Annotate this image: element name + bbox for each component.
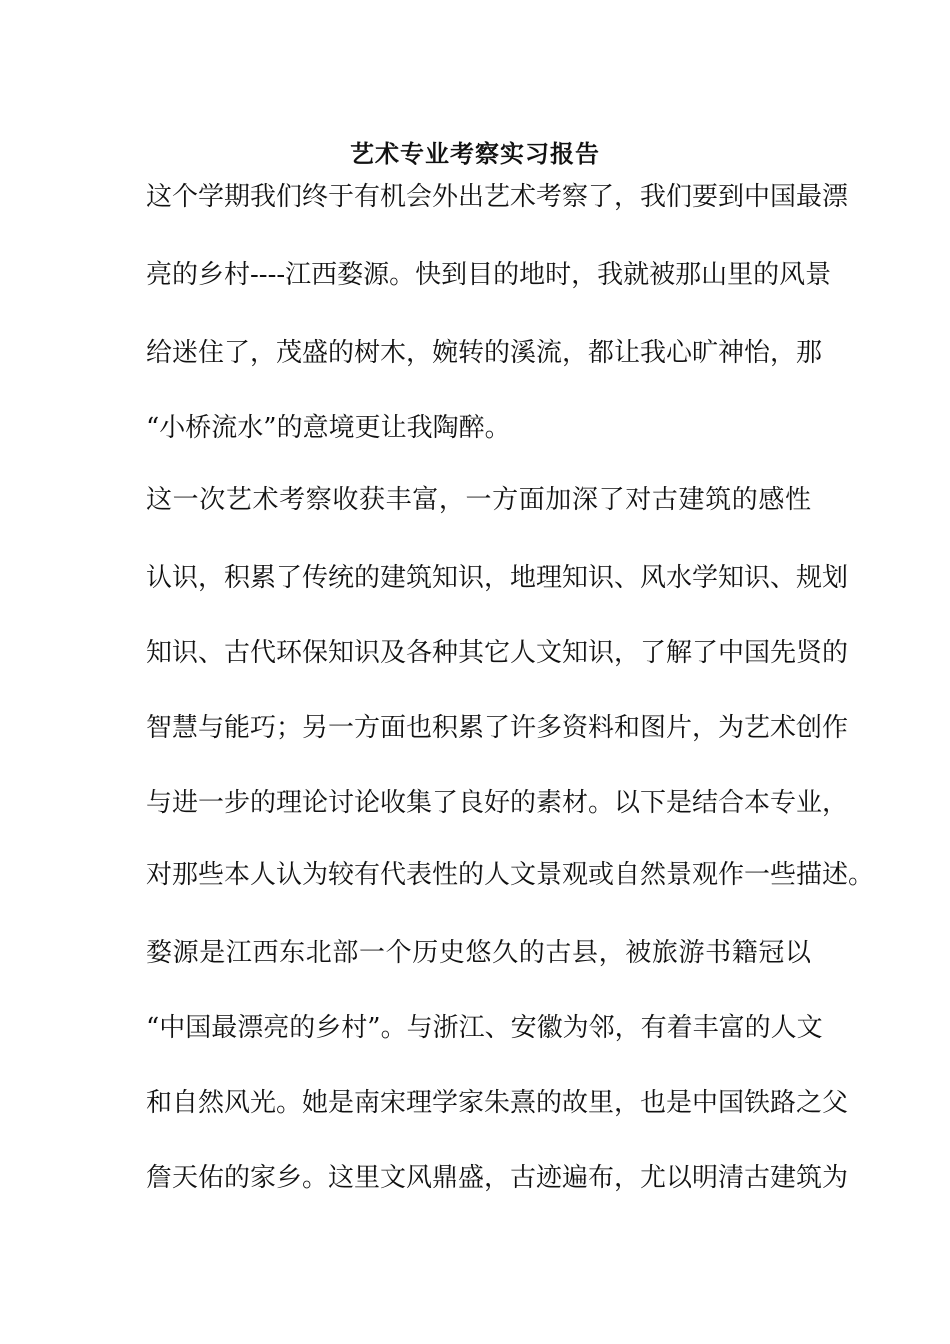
paragraph-line: 詹天佑的家乡。这里文风鼎盛，古迹遍布，尤以明清古建筑为 [146, 1163, 849, 1193]
paragraph-line: 与进一步的理论讨论收集了良好的素材。以下是结合本专业， [146, 788, 849, 818]
paragraph-line: 给迷住了，茂盛的树木，婉转的溪流，都让我心旷神怡，那 [146, 338, 823, 368]
paragraph-line: “中国最漂亮的乡村”。与浙江、安徽为邻，有着丰富的人文 [146, 1013, 823, 1043]
paragraph-line: 对那些本人认为较有代表性的人文景观或自然景观作一些描述。 [146, 860, 875, 890]
paragraph-line: 婺源是江西东北部一个历史悠久的古县，被旅游书籍冠以 [146, 938, 811, 968]
document-title: 艺术专业考察实习报告 [350, 139, 600, 168]
paragraph-line: 认识，积累了传统的建筑知识，地理知识、风水学知识、规划 [146, 563, 849, 593]
paragraph-line: 和自然风光。她是南宋理学家朱熹的故里，也是中国铁路之父 [146, 1088, 849, 1118]
paragraph-line: 智慧与能巧；另一方面也积累了许多资料和图片，为艺术创作 [146, 713, 849, 743]
paragraph-line: 这个学期我们终于有机会外出艺术考察了，我们要到中国最漂 [146, 182, 849, 212]
paragraph-line: 这一次艺术考察收获丰富，一方面加深了对古建筑的感性 [146, 485, 811, 515]
paragraph-line: 亮的乡村----江西婺源。快到目的地时，我就被那山里的风景 [146, 260, 832, 290]
paragraph-line: “小桥流水”的意境更让我陶醉。 [146, 413, 511, 443]
paragraph-line: 知识、古代环保知识及各种其它人文知识，了解了中国先贤的 [146, 638, 849, 668]
